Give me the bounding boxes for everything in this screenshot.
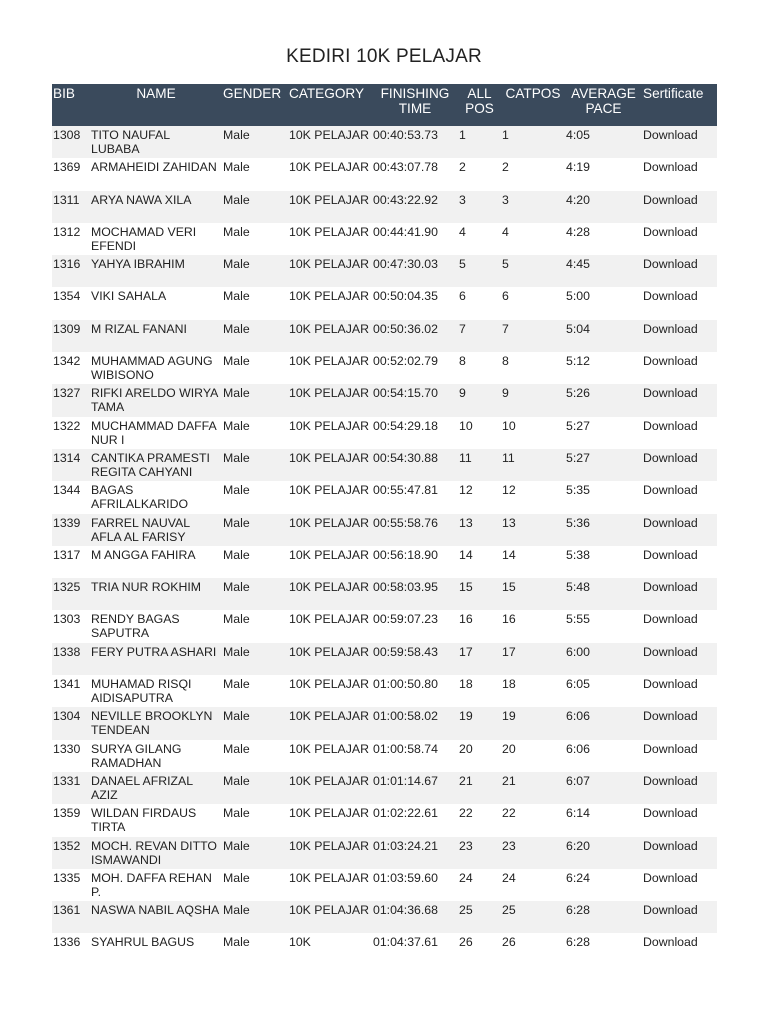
cell-catpos: 20	[501, 740, 565, 772]
cell-category: 10K PELAJAR	[288, 384, 372, 416]
cell-average-pace: 5:48	[565, 578, 642, 610]
cell-bib: 1303	[52, 610, 90, 642]
cell-all-pos: 7	[458, 320, 501, 352]
table-row	[52, 546, 717, 578]
cell-bib: 1369	[52, 158, 90, 190]
cell-average-pace: 4:05	[565, 126, 642, 158]
download-certificate-link[interactable]: Download	[642, 933, 717, 954]
cell-gender: Male	[222, 384, 288, 416]
table-row	[52, 804, 717, 836]
cell-category: 10K PELAJAR	[288, 320, 372, 352]
cell-average-pace: 6:06	[565, 740, 642, 772]
table-row	[52, 933, 717, 954]
cell-bib: 1308	[52, 126, 90, 158]
cell-bib: 1336	[52, 933, 90, 954]
cell-all-pos: 15	[458, 578, 501, 610]
cell-gender: Male	[222, 578, 288, 610]
cell-gender: Male	[222, 255, 288, 287]
cell-average-pace: 5:12	[565, 352, 642, 384]
cell-catpos: 10	[501, 417, 565, 449]
cell-average-pace: 5:35	[565, 481, 642, 513]
cell-name: DANAEL AFRIZAL AZIZ	[90, 772, 222, 804]
cell-finishing-time: 01:00:58.74	[372, 740, 458, 772]
cell-name: M RIZAL FANANI	[90, 320, 222, 352]
cell-gender: Male	[222, 707, 288, 739]
download-certificate-link[interactable]: Download	[642, 804, 717, 836]
cell-average-pace: 6:20	[565, 837, 642, 869]
cell-category: 10K PELAJAR	[288, 643, 372, 675]
cell-finishing-time: 01:04:37.61	[372, 933, 458, 954]
cell-average-pace: 6:28	[565, 901, 642, 933]
cell-finishing-time: 01:03:24.21	[372, 837, 458, 869]
cell-bib: 1311	[52, 191, 90, 223]
cell-finishing-time: 01:04:36.68	[372, 901, 458, 933]
cell-gender: Male	[222, 610, 288, 642]
table-row	[52, 481, 717, 513]
cell-bib: 1316	[52, 255, 90, 287]
cell-category: 10K PELAJAR	[288, 837, 372, 869]
cell-gender: Male	[222, 481, 288, 513]
cell-finishing-time: 00:43:07.78	[372, 158, 458, 190]
cell-gender: Male	[222, 933, 288, 954]
download-certificate-link[interactable]: Download	[642, 417, 717, 449]
download-certificate-link[interactable]: Download	[642, 352, 717, 384]
cell-catpos: 2	[501, 158, 565, 190]
cell-gender: Male	[222, 514, 288, 546]
cell-name: BAGAS AFRILALKARIDO	[90, 481, 222, 513]
cell-finishing-time: 00:56:18.90	[372, 546, 458, 578]
cell-gender: Male	[222, 449, 288, 481]
table-row	[52, 417, 717, 449]
cell-name: MUHAMMAD AGUNG WIBISONO	[90, 352, 222, 384]
cell-catpos: 21	[501, 772, 565, 804]
cell-bib: 1344	[52, 481, 90, 513]
cell-category: 10K PELAJAR	[288, 740, 372, 772]
cell-bib: 1322	[52, 417, 90, 449]
cell-average-pace: 6:00	[565, 643, 642, 675]
col-header-certificate: Sertificate	[642, 84, 717, 126]
cell-all-pos: 18	[458, 675, 501, 707]
cell-gender: Male	[222, 287, 288, 319]
cell-catpos: 17	[501, 643, 565, 675]
cell-finishing-time: 01:02:22.61	[372, 804, 458, 836]
cell-bib: 1317	[52, 546, 90, 578]
cell-average-pace: 6:14	[565, 804, 642, 836]
cell-catpos: 14	[501, 546, 565, 578]
cell-average-pace: 6:06	[565, 707, 642, 739]
col-header-finishing-time: FINISHING TIME	[372, 84, 458, 126]
download-certificate-link[interactable]: Download	[642, 675, 717, 707]
cell-category: 10K PELAJAR	[288, 481, 372, 513]
cell-category: 10K PELAJAR	[288, 869, 372, 901]
cell-name: RENDY BAGAS SAPUTRA	[90, 610, 222, 642]
table-row	[52, 126, 717, 158]
download-certificate-link[interactable]: Download	[642, 610, 717, 642]
download-certificate-link[interactable]: Download	[642, 255, 717, 287]
table-header-row	[52, 84, 717, 126]
table-row	[52, 610, 717, 642]
cell-catpos: 8	[501, 352, 565, 384]
download-certificate-link[interactable]: Download	[642, 191, 717, 223]
cell-name: RIFKI ARELDO WIRYA TAMA	[90, 384, 222, 416]
cell-all-pos: 4	[458, 223, 501, 255]
download-certificate-link[interactable]: Download	[642, 707, 717, 739]
cell-all-pos: 22	[458, 804, 501, 836]
download-certificate-link[interactable]: Download	[642, 158, 717, 190]
table-row	[52, 675, 717, 707]
cell-all-pos: 13	[458, 514, 501, 546]
cell-all-pos: 6	[458, 287, 501, 319]
col-header-average-pace: AVERAGE PACE	[565, 84, 642, 126]
cell-gender: Male	[222, 417, 288, 449]
cell-finishing-time: 00:54:15.70	[372, 384, 458, 416]
cell-name: MUCHAMMAD DAFFA NUR I	[90, 417, 222, 449]
cell-gender: Male	[222, 546, 288, 578]
col-header-bib: BIB	[52, 84, 90, 126]
cell-finishing-time: 00:59:58.43	[372, 643, 458, 675]
table-row	[52, 869, 717, 901]
table-row	[52, 643, 717, 675]
cell-name: FARREL NAUVAL AFLA AL FARISY	[90, 514, 222, 546]
cell-all-pos: 10	[458, 417, 501, 449]
cell-category: 10K PELAJAR	[288, 126, 372, 158]
cell-category: 10K PELAJAR	[288, 772, 372, 804]
cell-catpos: 5	[501, 255, 565, 287]
cell-gender: Male	[222, 352, 288, 384]
cell-bib: 1331	[52, 772, 90, 804]
cell-bib: 1327	[52, 384, 90, 416]
cell-category: 10K PELAJAR	[288, 158, 372, 190]
table-row	[52, 901, 717, 933]
download-certificate-link[interactable]: Download	[642, 320, 717, 352]
cell-catpos: 6	[501, 287, 565, 319]
cell-catpos: 18	[501, 675, 565, 707]
cell-name: ARMAHEIDI ZAHIDAN	[90, 158, 222, 190]
table-row	[52, 352, 717, 384]
cell-all-pos: 16	[458, 610, 501, 642]
table-row	[52, 384, 717, 416]
cell-catpos: 24	[501, 869, 565, 901]
download-certificate-link[interactable]: Download	[642, 772, 717, 804]
cell-average-pace: 4:45	[565, 255, 642, 287]
cell-category: 10K PELAJAR	[288, 255, 372, 287]
table-row	[52, 772, 717, 804]
cell-name: FERY PUTRA ASHARI	[90, 643, 222, 675]
cell-category: 10K PELAJAR	[288, 223, 372, 255]
cell-catpos: 25	[501, 901, 565, 933]
table-row	[52, 740, 717, 772]
table-row	[52, 707, 717, 739]
download-certificate-link[interactable]: Download	[642, 223, 717, 255]
table-row	[52, 837, 717, 869]
cell-average-pace: 4:20	[565, 191, 642, 223]
cell-all-pos: 20	[458, 740, 501, 772]
cell-catpos: 7	[501, 320, 565, 352]
cell-all-pos: 24	[458, 869, 501, 901]
col-header-name: NAME	[90, 84, 222, 126]
cell-catpos: 1	[501, 126, 565, 158]
cell-gender: Male	[222, 675, 288, 707]
cell-finishing-time: 00:44:41.90	[372, 223, 458, 255]
cell-category: 10K PELAJAR	[288, 707, 372, 739]
cell-bib: 1304	[52, 707, 90, 739]
cell-average-pace: 5:00	[565, 287, 642, 319]
download-certificate-link[interactable]: Download	[642, 384, 717, 416]
cell-name: CANTIKA PRAMESTI REGITA CAHYANI	[90, 449, 222, 481]
cell-all-pos: 1	[458, 126, 501, 158]
table-row	[52, 158, 717, 190]
download-certificate-link[interactable]: Download	[642, 901, 717, 933]
cell-all-pos: 2	[458, 158, 501, 190]
cell-all-pos: 8	[458, 352, 501, 384]
cell-catpos: 3	[501, 191, 565, 223]
cell-all-pos: 25	[458, 901, 501, 933]
cell-finishing-time: 00:54:29.18	[372, 417, 458, 449]
table-row	[52, 578, 717, 610]
cell-catpos: 4	[501, 223, 565, 255]
table-row	[52, 255, 717, 287]
cell-bib: 1309	[52, 320, 90, 352]
cell-name: VIKI SAHALA	[90, 287, 222, 319]
download-certificate-link[interactable]: Download	[642, 126, 717, 158]
cell-average-pace: 5:27	[565, 417, 642, 449]
cell-name: NASWA NABIL AQSHA	[90, 901, 222, 933]
cell-gender: Male	[222, 320, 288, 352]
cell-all-pos: 21	[458, 772, 501, 804]
cell-category: 10K PELAJAR	[288, 514, 372, 546]
cell-bib: 1335	[52, 869, 90, 901]
cell-average-pace: 6:07	[565, 772, 642, 804]
cell-catpos: 11	[501, 449, 565, 481]
cell-all-pos: 11	[458, 449, 501, 481]
cell-catpos: 23	[501, 837, 565, 869]
download-certificate-link[interactable]: Download	[642, 514, 717, 546]
download-certificate-link[interactable]: Download	[642, 837, 717, 869]
cell-average-pace: 4:19	[565, 158, 642, 190]
cell-gender: Male	[222, 158, 288, 190]
cell-finishing-time: 00:47:30.03	[372, 255, 458, 287]
cell-average-pace: 5:27	[565, 449, 642, 481]
cell-name: WILDAN FIRDAUS TIRTA	[90, 804, 222, 836]
cell-name: TITO NAUFAL LUBABA	[90, 126, 222, 158]
cell-gender: Male	[222, 804, 288, 836]
cell-all-pos: 3	[458, 191, 501, 223]
cell-catpos: 9	[501, 384, 565, 416]
cell-average-pace: 5:55	[565, 610, 642, 642]
cell-bib: 1341	[52, 675, 90, 707]
cell-name: MOCH. REVAN DITTO ISMAWANDI	[90, 837, 222, 869]
cell-all-pos: 17	[458, 643, 501, 675]
cell-catpos: 26	[501, 933, 565, 954]
cell-category: 10K	[288, 933, 372, 954]
cell-name: ARYA NAWA XILA	[90, 191, 222, 223]
cell-bib: 1361	[52, 901, 90, 933]
cell-finishing-time: 00:50:04.35	[372, 287, 458, 319]
cell-name: M ANGGA FAHIRA	[90, 546, 222, 578]
download-certificate-link[interactable]: Download	[642, 740, 717, 772]
cell-category: 10K PELAJAR	[288, 449, 372, 481]
cell-gender: Male	[222, 837, 288, 869]
cell-bib: 1339	[52, 514, 90, 546]
cell-average-pace: 5:26	[565, 384, 642, 416]
cell-catpos: 16	[501, 610, 565, 642]
cell-bib: 1354	[52, 287, 90, 319]
cell-gender: Male	[222, 126, 288, 158]
cell-name: TRIA NUR ROKHIM	[90, 578, 222, 610]
cell-bib: 1330	[52, 740, 90, 772]
cell-average-pace: 5:04	[565, 320, 642, 352]
cell-catpos: 15	[501, 578, 565, 610]
download-certificate-link[interactable]: Download	[642, 578, 717, 610]
cell-average-pace: 5:36	[565, 514, 642, 546]
cell-name: MUHAMAD RISQI AIDISAPUTRA	[90, 675, 222, 707]
download-certificate-link[interactable]: Download	[642, 546, 717, 578]
cell-finishing-time: 01:01:14.67	[372, 772, 458, 804]
cell-average-pace: 6:24	[565, 869, 642, 901]
cell-category: 10K PELAJAR	[288, 901, 372, 933]
cell-all-pos: 5	[458, 255, 501, 287]
cell-bib: 1342	[52, 352, 90, 384]
cell-all-pos: 9	[458, 384, 501, 416]
cell-finishing-time: 00:58:03.95	[372, 578, 458, 610]
cell-all-pos: 19	[458, 707, 501, 739]
table-row	[52, 287, 717, 319]
cell-name: YAHYA IBRAHIM	[90, 255, 222, 287]
cell-category: 10K PELAJAR	[288, 804, 372, 836]
cell-finishing-time: 00:59:07.23	[372, 610, 458, 642]
cell-average-pace: 6:28	[565, 933, 642, 954]
cell-bib: 1338	[52, 643, 90, 675]
cell-category: 10K PELAJAR	[288, 287, 372, 319]
cell-bib: 1314	[52, 449, 90, 481]
cell-catpos: 13	[501, 514, 565, 546]
table-row	[52, 514, 717, 546]
cell-category: 10K PELAJAR	[288, 417, 372, 449]
cell-bib: 1325	[52, 578, 90, 610]
cell-average-pace: 4:28	[565, 223, 642, 255]
col-header-all-pos: ALL POS	[458, 84, 501, 126]
cell-finishing-time: 00:55:47.81	[372, 481, 458, 513]
download-certificate-link[interactable]: Download	[642, 287, 717, 319]
cell-finishing-time: 01:00:58.02	[372, 707, 458, 739]
download-certificate-link[interactable]: Download	[642, 449, 717, 481]
table-row	[52, 320, 717, 352]
cell-finishing-time: 00:50:36.02	[372, 320, 458, 352]
cell-all-pos: 23	[458, 837, 501, 869]
cell-catpos: 22	[501, 804, 565, 836]
cell-finishing-time: 01:03:59.60	[372, 869, 458, 901]
cell-catpos: 12	[501, 481, 565, 513]
cell-category: 10K PELAJAR	[288, 191, 372, 223]
cell-finishing-time: 00:40:53.73	[372, 126, 458, 158]
cell-bib: 1359	[52, 804, 90, 836]
cell-finishing-time: 00:54:30.88	[372, 449, 458, 481]
cell-category: 10K PELAJAR	[288, 578, 372, 610]
cell-all-pos: 26	[458, 933, 501, 954]
cell-all-pos: 12	[458, 481, 501, 513]
cell-name: MOH. DAFFA REHAN P.	[90, 869, 222, 901]
cell-average-pace: 6:05	[565, 675, 642, 707]
cell-gender: Male	[222, 223, 288, 255]
table-row	[52, 223, 717, 255]
cell-bib: 1352	[52, 837, 90, 869]
cell-name: NEVILLE BROOKLYN TENDEAN	[90, 707, 222, 739]
cell-category: 10K PELAJAR	[288, 610, 372, 642]
cell-category: 10K PELAJAR	[288, 546, 372, 578]
cell-finishing-time: 01:00:50.80	[372, 675, 458, 707]
col-header-category: CATEGORY	[288, 84, 372, 126]
download-certificate-link[interactable]: Download	[642, 643, 717, 675]
cell-finishing-time: 00:55:58.76	[372, 514, 458, 546]
cell-all-pos: 14	[458, 546, 501, 578]
cell-bib: 1312	[52, 223, 90, 255]
cell-gender: Male	[222, 772, 288, 804]
col-header-gender: GENDER	[222, 84, 288, 126]
cell-gender: Male	[222, 643, 288, 675]
cell-gender: Male	[222, 869, 288, 901]
cell-gender: Male	[222, 740, 288, 772]
download-certificate-link[interactable]: Download	[642, 869, 717, 901]
cell-name: SURYA GILANG RAMADHAN	[90, 740, 222, 772]
results-table	[52, 84, 717, 954]
cell-finishing-time: 00:52:02.79	[372, 352, 458, 384]
cell-catpos: 19	[501, 707, 565, 739]
cell-gender: Male	[222, 191, 288, 223]
table-row	[52, 191, 717, 223]
page-title: KEDIRI 10K PELAJAR	[286, 46, 482, 67]
cell-gender: Male	[222, 901, 288, 933]
cell-average-pace: 5:38	[565, 546, 642, 578]
cell-category: 10K PELAJAR	[288, 352, 372, 384]
cell-name: SYAHRUL BAGUS	[90, 933, 222, 954]
table-row	[52, 449, 717, 481]
cell-finishing-time: 00:43:22.92	[372, 191, 458, 223]
download-certificate-link[interactable]: Download	[642, 481, 717, 513]
cell-name: MOCHAMAD VERI EFENDI	[90, 223, 222, 255]
cell-category: 10K PELAJAR	[288, 675, 372, 707]
col-header-catpos: CATPOS	[501, 84, 565, 126]
